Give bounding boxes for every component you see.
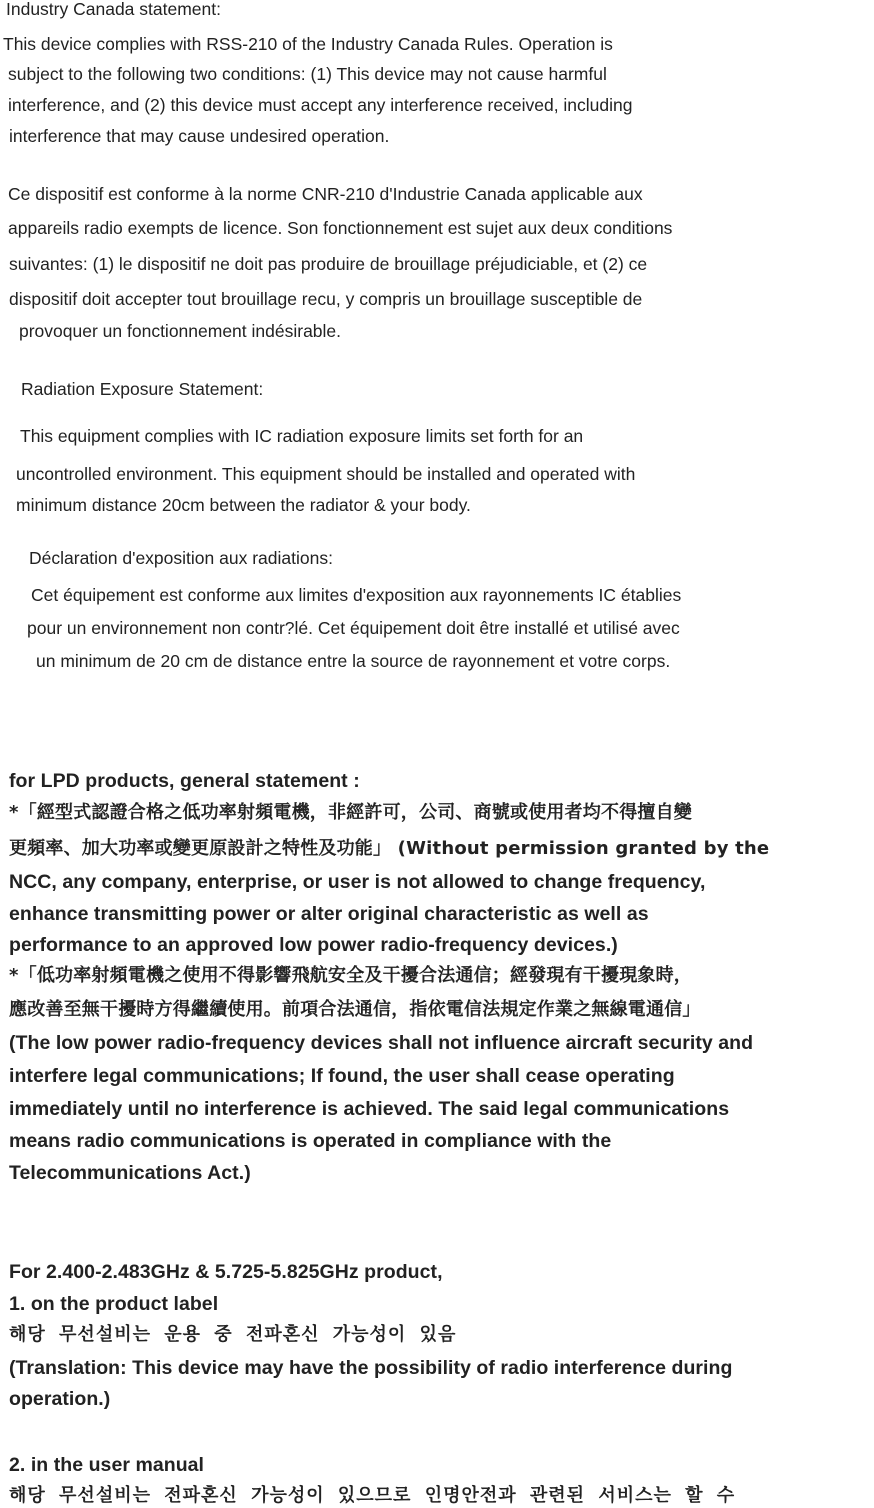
lpd-chinese-line: 應改善至無干擾時方得繼續使用。前項合法通信，指依電信法規定作業之無線電通信」: [9, 999, 701, 1020]
radiation-exposure-line: This equipment complies with IC radiation exposure limits set forth for an: [20, 426, 584, 446]
user-manual-title: 2. in the user manual: [9, 1454, 205, 1476]
lpd-english-line: enhance transmitting power or alter original characteristic as well as: [9, 903, 649, 925]
ic-fr-line: appareils radio exempts de licence. Son fonctionnement est sujet aux deux conditions: [8, 218, 673, 238]
ic-en-line: subject to the following two conditions: (1) This device may not cause harmful: [8, 64, 607, 84]
ic-en-line: interference, and (2) this device must accept any interference received, including: [8, 95, 633, 115]
lpd-english-line: interfere legal communications; If found, the user shall cease operating: [9, 1065, 675, 1087]
ic-fr-line: Ce dispositif est conforme à la norme CNR-210 d'Industrie Canada applicable aux: [8, 184, 643, 204]
declaration-exposition-line: Cet équipement est conforme aux limites d'exposition aux rayonnements IC établies: [31, 585, 682, 605]
lpd-english-line: immediately until no interference is achieved. The said legal communications: [9, 1098, 730, 1120]
lpd-english-line: performance to an approved low power radio-frequency devices.): [9, 934, 618, 956]
ic-fr-line: dispositif doit accepter tout brouillage recu, y compris un brouillage susceptible de: [9, 289, 643, 309]
lpd-english-line: NCC, any company, enterprise, or user is not allowed to change frequency,: [9, 871, 706, 893]
ic-statement-heading: Industry Canada statement:: [6, 0, 221, 19]
translation-line: (Translation: This device may have the possibility of radio interference during: [9, 1357, 733, 1379]
lpd-statement-heading: for LPD products, general statement :: [9, 770, 360, 792]
product-label-korean: 해당 무선설비는 운용 중 전파혼신 가능성이 있음: [9, 1324, 457, 1345]
lpd-chinese-line: *「經型式認證合格之低功率射頻電機，非經許可，公司、商號或使用者均不得擅自變: [9, 802, 693, 823]
lpd-english-line: means radio communications is operated in compliance with the: [9, 1130, 612, 1152]
translation-line: operation.): [9, 1388, 111, 1410]
ic-fr-line: suivantes: (1) le dispositif ne doit pas produire de brouillage préjudiciable, et (2) ce: [9, 254, 648, 274]
lpd-chinese-line: *「低功率射頻電機之使用不得影響飛航安全及干擾合法通信；經發現有干擾現象時，: [9, 965, 693, 986]
ic-en-line: This device complies with RSS-210 of the Industry Canada Rules. Operation is: [3, 34, 613, 54]
declaration-exposition-heading: Déclaration d'exposition aux radiations:: [29, 548, 333, 568]
ic-fr-line: provoquer un fonctionnement indésirable.: [19, 321, 342, 341]
lpd-english-line: (The low power radio-frequency devices shall not influence aircraft security and: [9, 1032, 754, 1054]
lpd-english-line: Telecommunications Act.): [9, 1162, 251, 1184]
korea-statement-heading: For 2.400-2.483GHz & 5.725-5.825GHz product,: [9, 1261, 443, 1283]
declaration-exposition-line: pour un environnement non contr?lé. Cet équipement doit être installé et utilisé avec: [27, 618, 680, 638]
declaration-exposition-line: un minimum de 20 cm de distance entre la source de rayonnement et votre corps.: [36, 651, 671, 671]
product-label-title: 1. on the product label: [9, 1293, 219, 1315]
radiation-exposure-heading: Radiation Exposure Statement:: [21, 379, 264, 399]
user-manual-korean: 해당 무선설비는 전파혼신 가능성이 있으므로 인명안전과 관련된 서비스는 할 수: [9, 1485, 736, 1506]
lpd-mixed-line: 更頻率、加大功率或變更原設計之特性及功能」 (Without permission granted by the: [9, 838, 770, 859]
radiation-exposure-line: uncontrolled environment. This equipment should be installed and operated with: [16, 464, 636, 484]
ic-en-line: interference that may cause undesired operation.: [9, 126, 390, 146]
radiation-exposure-line: minimum distance 20cm between the radiator & your body.: [16, 495, 471, 515]
